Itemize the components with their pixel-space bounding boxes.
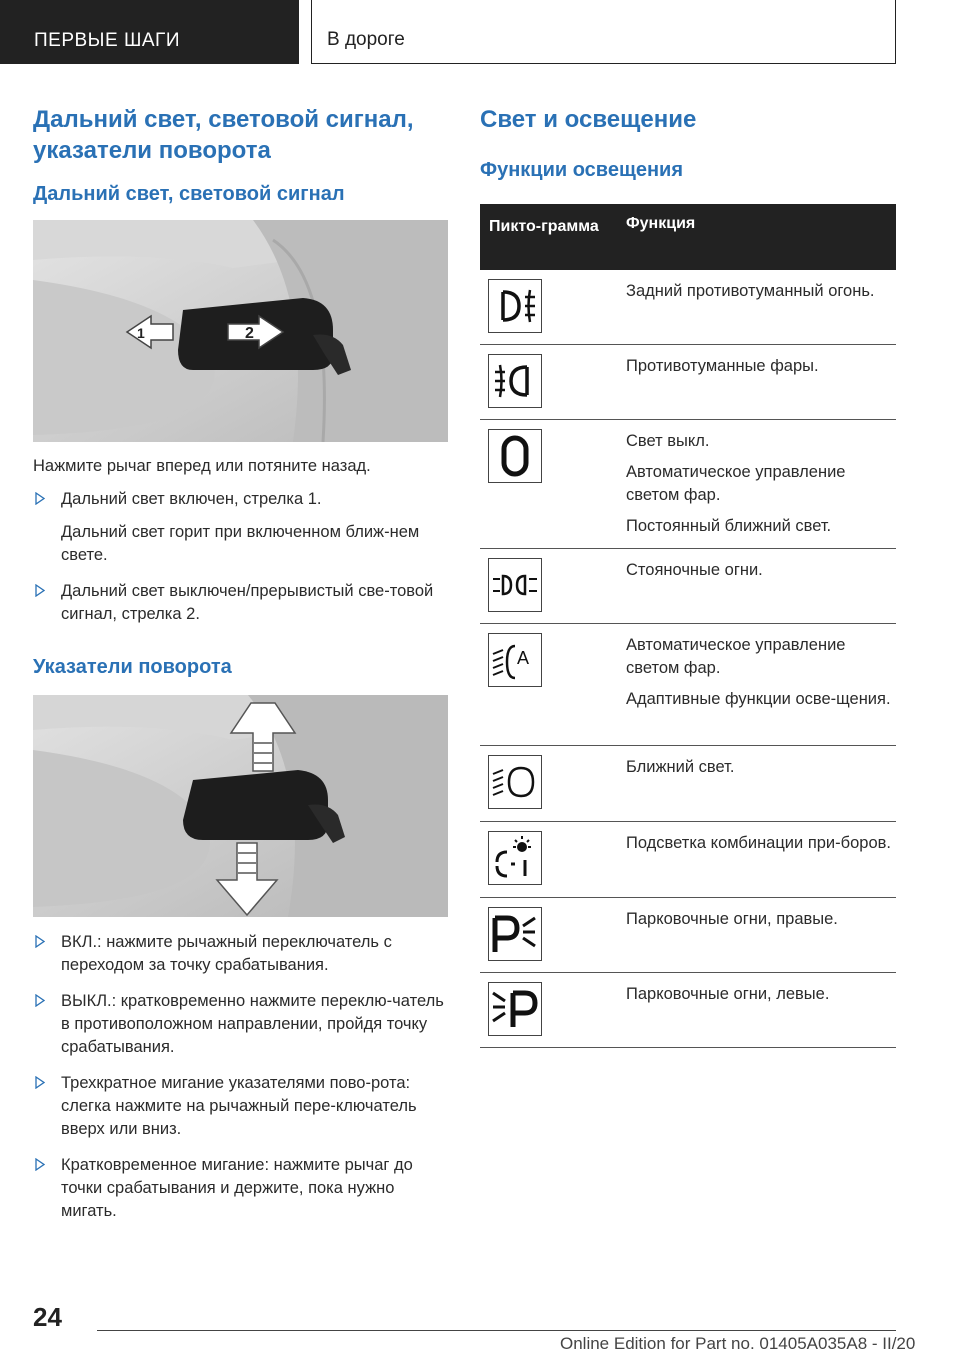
function-description [626,898,896,941]
bullet-text: ВКЛ.: нажмите рычажный переключатель с переходом за точку срабатывания. [61,933,392,974]
function-description [626,270,896,313]
table-header [480,204,896,270]
function-text: Постоянный ближний свет. [626,517,832,535]
bullet-text: Кратковременное мигание: нажмите рычаг до точки срабатывания и держите, пока нужно мигать. [61,1156,413,1220]
left-column [33,104,448,1236]
lights-off-icon [488,429,542,483]
function-description [626,345,896,388]
parking-lights-icon [488,558,542,612]
page-number: 24 [33,1302,62,1332]
arrow-1-label: 1 [137,325,145,341]
section-title: Дальний свет, световой сигнал, указатели поворота [33,106,414,164]
bullet-turn-signal [33,990,448,1059]
function-text: Автоматическое управление светом фар. [626,636,846,677]
function-text: Парковочные огни, левые. [626,985,830,1003]
instrument-lighting-icon [488,831,542,885]
table-row [480,420,896,549]
high-beam-lever-photo [33,220,448,442]
function-description [626,420,896,548]
bullet-arrow-icon [35,935,45,948]
bullet-text: Трехкратное мигание указателями пово-рота: слегка нажмите на рычажный пере-ключатель вверх или вниз. [61,1074,417,1138]
function-description [626,973,896,1016]
function-text: Противотуманные фары. [626,357,819,375]
high-beam-intro: Нажмите рычаг вперед или потяните назад. [33,457,371,475]
bullet-arrow-icon [35,584,45,597]
bullet-text: Дальний свет выключен/прерывистый све-товой сигнал, стрелка 2. [61,582,434,623]
bullet-arrow-icon [35,994,45,1007]
light-functions-table [480,204,896,1048]
bullet-turn-signal [33,1072,448,1141]
bullet-turn-signal [33,1154,448,1223]
bullet-text: ВЫКЛ.: кратковременно нажмите переклю-чатель в противоположном направлении, пройдя точку срабатывания. [61,992,444,1056]
svg-text:A: A [517,648,530,668]
table-row [480,973,896,1048]
table-row [480,549,896,624]
auto-headlight-icon [488,633,542,687]
bullet-high-beam-off [33,580,448,626]
section-title-lights: Свет и освещение [480,106,697,133]
bullet-arrow-icon [35,1076,45,1089]
bullet-text: Дальний свет включен, стрелка 1. [61,490,322,508]
function-text: Подсветка комбинации при-боров. [626,834,891,852]
footer-rule [97,1330,896,1331]
bullet-turn-signal [33,931,448,977]
parking-left-icon [488,982,542,1036]
table-row [480,270,896,345]
right-column [480,104,896,183]
function-description [626,746,896,789]
bullet-high-beam-on [33,488,448,567]
section-tab: ПЕРВЫЕ ШАГИ [0,0,299,64]
parking-right-icon [488,907,542,961]
rear-fog-light-icon [488,279,542,333]
function-description [626,822,896,865]
subsection-title-high-beam: Дальний свет, световой сигнал [33,183,345,205]
bullet-text: Дальний свет горит при включенном ближ-нем свете. [61,523,420,564]
arrow-2-label: 2 [245,325,254,342]
table-row [480,624,896,746]
edition-footer: Online Edition for Part no. 01405A035A8 - II/20 [560,1334,916,1353]
table-row [480,822,896,898]
bullet-arrow-icon [35,1158,45,1171]
function-description [626,624,896,721]
function-text: Стояночные огни. [626,561,763,579]
subsection-title-light-functions: Функции освещения [480,159,683,181]
low-beam-icon [488,755,542,809]
bullet-arrow-icon [35,492,45,505]
function-text: Ближний свет. [626,758,735,776]
function-text: Задний противотуманный огонь. [626,282,875,300]
column-header-pictogram: Пикто-грамма [489,218,599,235]
function-text: Свет выкл. [626,432,710,450]
function-text: Автоматическое управление светом фар. [626,463,846,504]
table-row [480,746,896,822]
function-text: Парковочные огни, правые. [626,910,838,928]
column-header-function: Функция [626,215,696,232]
subsection-title-turn-signals: Указатели поворота [33,656,232,678]
turn-signal-lever-photo [33,695,448,917]
subsection-tab: В дороге [311,0,896,64]
function-description [626,549,896,592]
table-row [480,898,896,973]
front-fog-lights-icon [488,354,542,408]
table-row [480,345,896,420]
function-text: Адаптивные функции осве-щения. [626,690,891,708]
